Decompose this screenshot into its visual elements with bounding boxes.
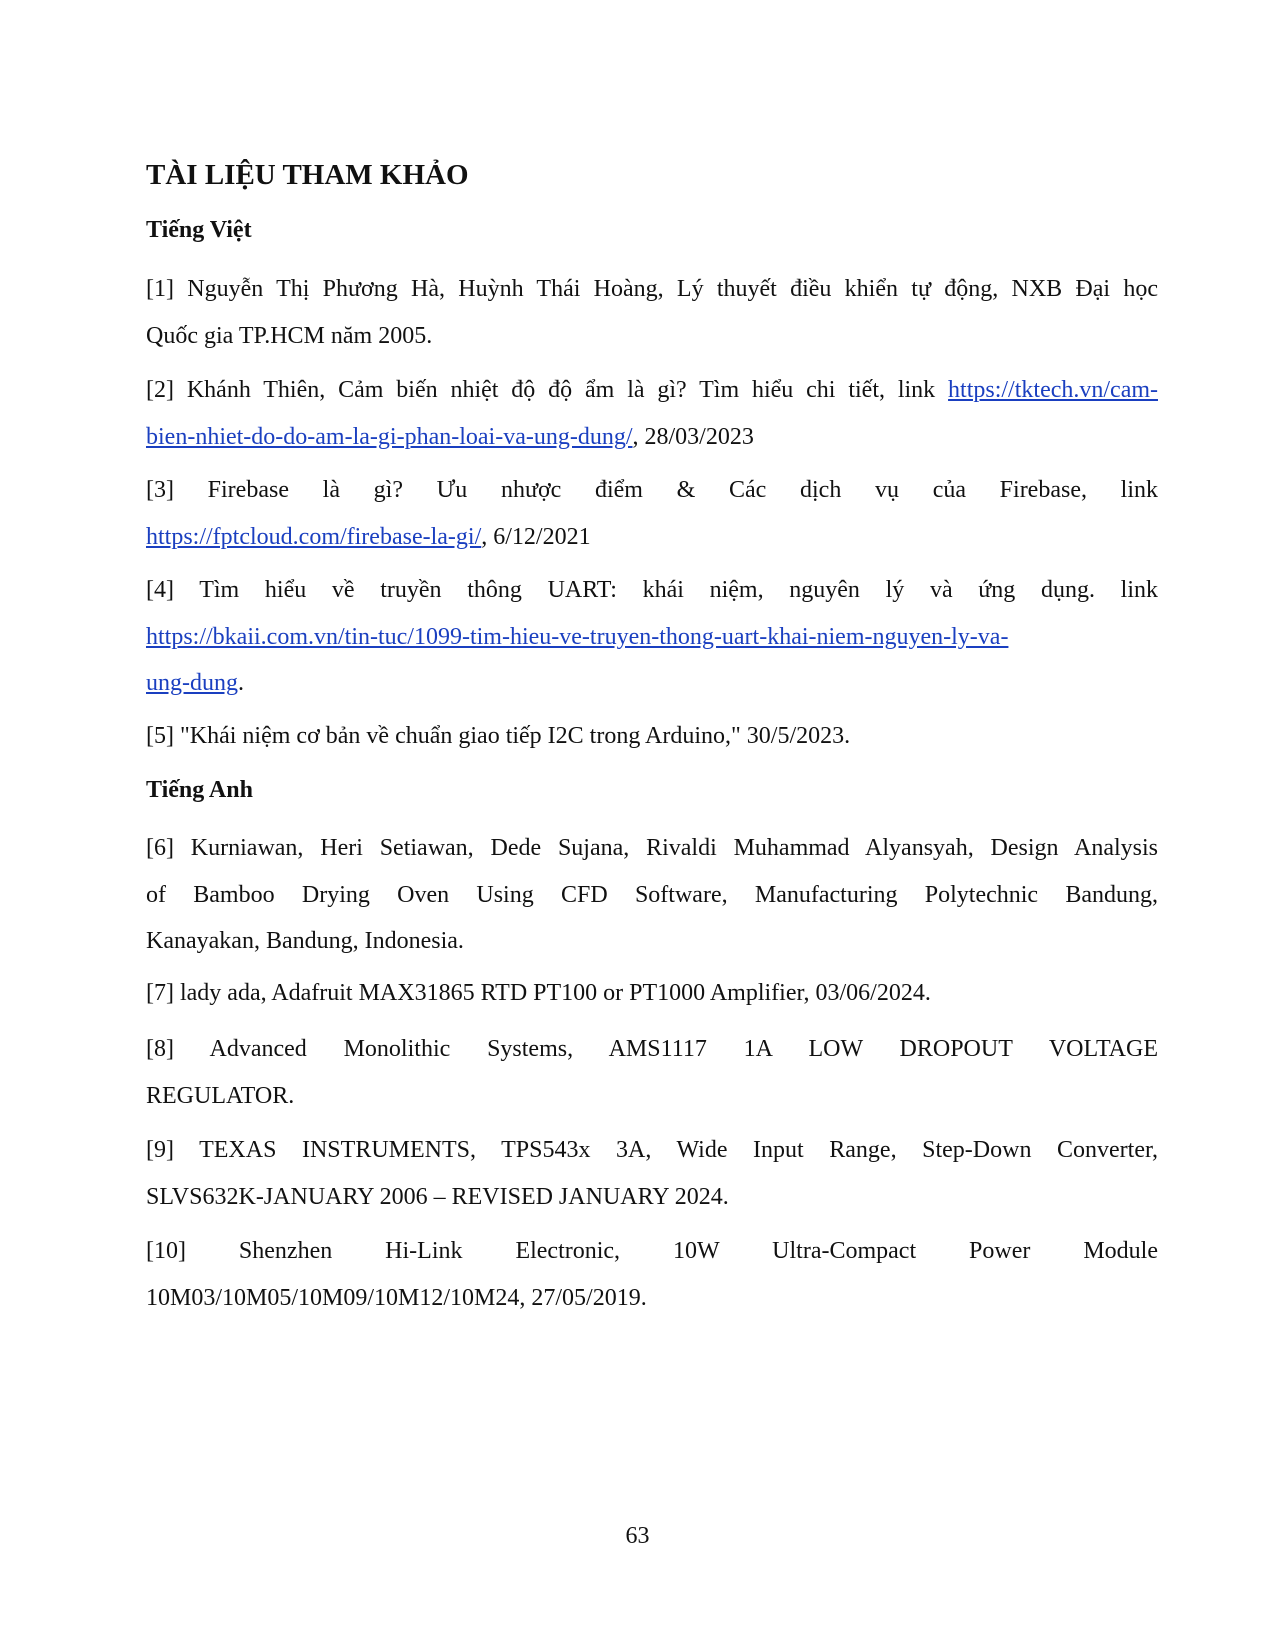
reference-8 xyxy=(146,1026,1158,1119)
reference-3-date: , 6/12/2021 xyxy=(481,523,591,550)
reference-7-line-1: [7] lady ada, Adafruit MAX31865 RTD PT100 or PT1000 Amplifier, 03/06/2024. xyxy=(146,980,931,1006)
reference-10 xyxy=(146,1228,1158,1321)
reference-2-link-part-1[interactable]: https://tktech.vn/cam- xyxy=(948,377,1158,403)
reference-3-link[interactable]: https://fptcloud.com/firebase-la-gi/ xyxy=(146,523,482,550)
reference-6-line-2: of Bamboo Drying Oven Using CFD Software, Manufacturing Polytechnic Bandung, xyxy=(146,881,1158,908)
page-number: 63 xyxy=(625,1523,650,1549)
reference-2-line-2 xyxy=(146,414,1158,461)
reference-5 xyxy=(146,713,1158,760)
section-heading-english: Tiếng Anh xyxy=(146,777,253,803)
reference-4-tail: . xyxy=(238,670,244,696)
reference-1-line-1: [1] Nguyễn Thị Phương Hà, Huỳnh Thái Hoàng, Lý thuyết điều khiển tự động, NXB Đại học xyxy=(146,276,1158,302)
reference-4-line-3 xyxy=(146,660,1158,707)
reference-1-line-2: Quốc gia TP.HCM năm 2005. xyxy=(146,322,433,349)
reference-2-link-part-2[interactable]: bien-nhiet-do-do-am-la-gi-phan-loai-va-ung-dung/ xyxy=(146,423,633,450)
reference-2-text: [2] Khánh Thiên, Cảm biến nhiệt độ độ ẩm là gì? Tìm hiểu chi tiết, link xyxy=(146,377,949,403)
reference-4 xyxy=(146,567,1158,707)
page-title: TÀI LIỆU THAM KHẢO xyxy=(146,159,469,191)
reference-4-line-1: [4] Tìm hiểu về truyền thông UART: khái niệm, nguyên lý và ứng dụng. link xyxy=(146,577,1158,603)
reference-2 xyxy=(146,367,1158,460)
reference-4-link-part-1[interactable]: https://bkaii.com.vn/tin-tuc/1099-tim-hieu-ve-truyen-thong-uart-khai-niem-nguyen-ly-va- xyxy=(146,623,1009,650)
reference-3 xyxy=(146,467,1158,560)
reference-8-line-2: REGULATOR. xyxy=(146,1082,295,1109)
reference-6 xyxy=(146,825,1158,965)
reference-3-line-1: [3] Firebase là gì? Ưu nhược điểm & Các dịch vụ của Firebase, link xyxy=(146,477,1158,503)
reference-6-line-1: [6] Kurniawan, Heri Setiawan, Dede Sujana, Rivaldi Muhammad Alyansyah, Design Analysis xyxy=(146,835,1158,861)
reference-2-line-1 xyxy=(146,367,1158,414)
reference-1 xyxy=(146,266,1158,359)
reference-3-line-2 xyxy=(146,514,1158,561)
reference-5-line-1: [5] "Khái niệm cơ bản về chuẩn giao tiếp I2C trong Arduino," 30/5/2023. xyxy=(146,723,851,749)
reference-4-link-part-2[interactable]: ung-dung xyxy=(146,670,238,696)
reference-7 xyxy=(146,970,1158,1017)
section-heading-vietnamese: Tiếng Việt xyxy=(146,217,252,243)
reference-2-date: , 28/03/2023 xyxy=(632,423,754,450)
reference-10-line-1: [10] Shenzhen Hi-Link Electronic, 10W Ultra-Compact Power Module xyxy=(146,1238,1158,1264)
reference-9-line-2: SLVS632K-JANUARY 2006 – REVISED JANUARY 2024. xyxy=(146,1183,729,1210)
reference-10-line-2: 10M03/10M05/10M09/10M12/10M24, 27/05/2019. xyxy=(146,1284,647,1311)
reference-8-line-1: [8] Advanced Monolithic Systems, AMS1117 1A LOW DROPOUT VOLTAGE xyxy=(146,1036,1158,1062)
reference-9-line-1: [9] TEXAS INSTRUMENTS, TPS543x 3A, Wide Input Range, Step-Down Converter, xyxy=(146,1137,1158,1163)
reference-6-line-3: Kanayakan, Bandung, Indonesia. xyxy=(146,928,464,954)
reference-9 xyxy=(146,1127,1158,1220)
reference-4-line-2 xyxy=(146,614,1158,661)
